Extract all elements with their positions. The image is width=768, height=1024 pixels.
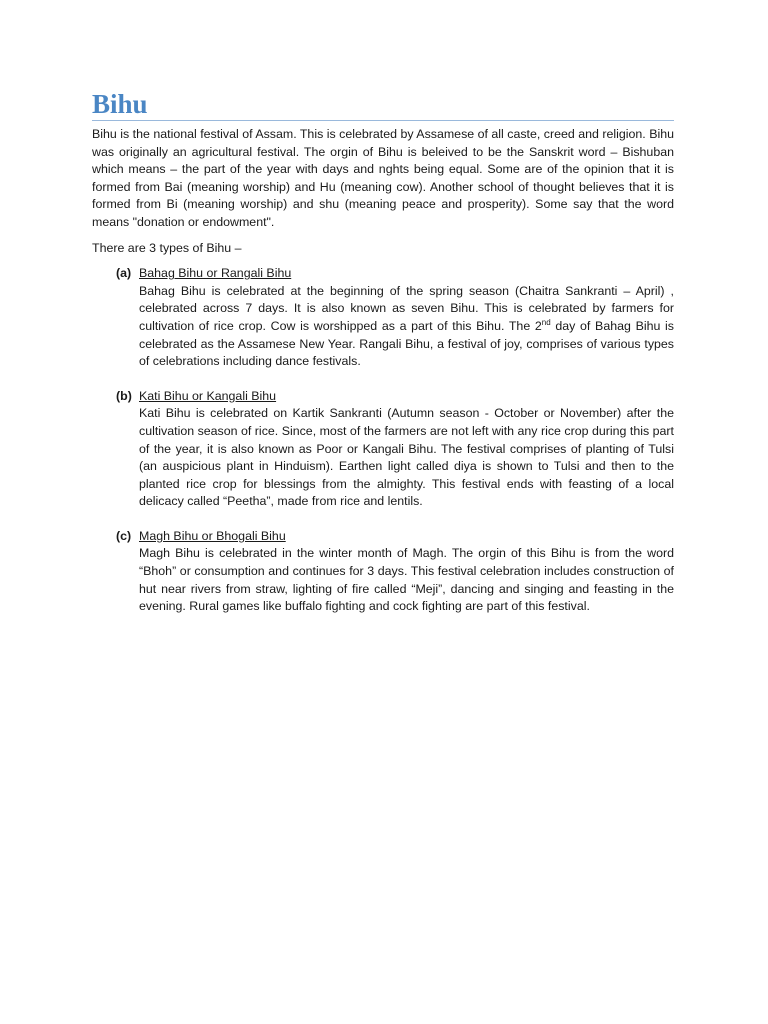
section-heading-magh-bihu: Magh Bihu or Bhogali Bihu xyxy=(139,528,286,543)
section-kati-bihu xyxy=(92,388,674,511)
section-body-part-1: Bahag Bihu is celebrated at the beginning of the spring season (Chaitra Sankranti – April) , celebrated across 7 days. It is also known as seven Bihu. This is celebrated by farmers for cultivation of rice crop. Cow is worshipped as a part of this Bihu. The 2 xyxy=(139,283,674,333)
document-page xyxy=(92,88,674,633)
title-underline-rule xyxy=(92,120,674,121)
section-body-magh-bihu: Magh Bihu is celebrated in the winter month of Magh. The orgin of this Bihu is from the word “Bhoh” or consumption and continues for 3 days. This festival celebration includes construction of hut near rivers from straw, lighting of fire called “Meji”, dancing and singing and feasting in the evening. Rural games like buffalo fighting and cock fighting are part of this festival. xyxy=(139,546,674,614)
types-intro-line: There are 3 types of Bihu – xyxy=(92,240,242,255)
section-heading-kati-bihu: Kati Bihu or Kangali Bihu xyxy=(139,388,277,403)
section-magh-bihu xyxy=(92,528,674,616)
section-label-b: (b) xyxy=(116,388,132,403)
section-label-c: (c) xyxy=(116,528,132,543)
intro-paragraph: Bihu is the national festival of Assam. This is celebrated by Assamese of all caste, creed and religion. Bihu was originally an agricultural festival. The orgin of Bihu is beleived to be the Sanskrit word – Bishuban which means – the part of the year with days and nghts being equal. Some are of the opinion that it is formed from Bai (meaning worship) and Hu (meaning cow). Another school of thought believes that it is formed from Bi (meaning worship) and shu (meaning peace and prosperity). Some say that the word means "donation or endowment". xyxy=(92,127,674,229)
section-label-a: (a) xyxy=(116,266,132,281)
section-heading-bahag-bihu: Bahag Bihu or Rangali Bihu xyxy=(139,266,292,281)
section-body-bahag-bihu xyxy=(139,283,674,371)
section-body-part-2: day of Bahag Bihu is celebrated as the Assamese New Year. Rangali Bihu, a festival of joy, comprises of various types of celebrations including dance festivals. xyxy=(139,318,674,369)
document-title: Bihu xyxy=(92,89,148,119)
section-bahag-bihu xyxy=(92,265,674,371)
section-body-kati-bihu: Kati Bihu is celebrated on Kartik Sankranti (Autumn season - October or November) after the cultivation season of rice. Since, most of the farmers are not left with any rice crop during this part of the year, it is also known as Poor or Kangali Bihu. The festival comprises of planting of Tulsi (an auspicious plant in Hinduism). Earthen light called diya is shown to Tulsi and then to the planted rice crop for blessings from the almighty. This festival ends with feasting of a local delicacy called “Peetha”, made from rice and lentils. xyxy=(139,406,674,509)
ordinal-superscript: nd xyxy=(541,317,551,327)
